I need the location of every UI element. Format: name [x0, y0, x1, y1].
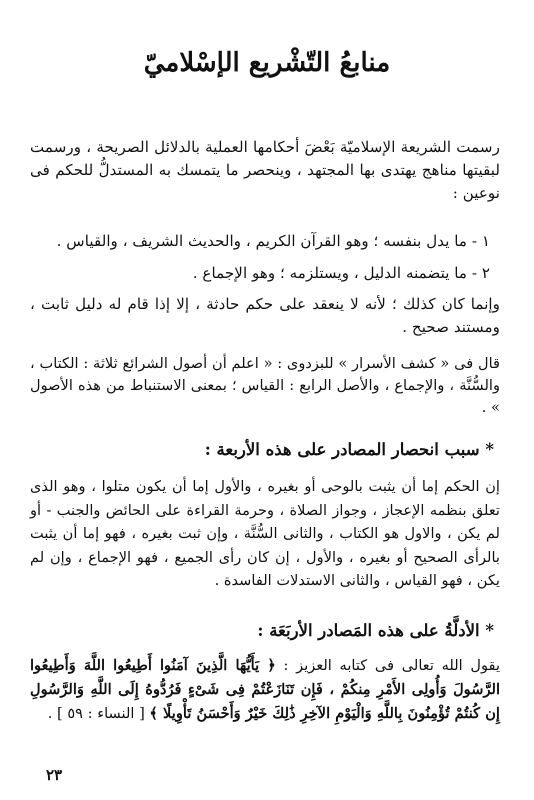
section-heading-evidence: * الأدلَّةُ على هذه المَصادر الأربَعَة : [257, 621, 494, 640]
evidence-intro: يقول الله تعالى فى كتابه العزيز : [275, 657, 501, 674]
reason-paragraph: إن الحكم إما أن يثبت بالوحى أو بغيره ، والأول إما أن يكون متلوا ، وهو الذى تعلق بنظمه الإعجاز ، وجواز الصلاة ، وحرمة القراءة على الحائض والجنب - أو لم يكن ، والاول هو الكتاب ، والثانى السُّنَّة ، وإن ثبت بغيره ، فهو إما أن يثبت بالرأى الصحيح أو بغيره ، والأول ، إن كان رأى الجميع ، فهو الإجماع ، وإن لم يكن ، فهو القياس ، والثانى الاستدلات الفاسدة . [30, 478, 500, 590]
verse-reference: [ النساء : ٥٩ ] . [47, 705, 150, 722]
explanation-paragraph: وإنما كان كذلك ؛ لأنه لا ينعقد على حكم حادثة ، إلا إذا قام له دليل ثابت ، ومستند صحيح . [30, 295, 500, 336]
evidence-paragraph [30, 654, 500, 726]
quran-verse: ﴿ يَأَيُّهَا الَّذِينَ آمَنُوا أَطِيعُوا اللَّهَ وَأَطِيعُوا الرَّسُولَ وَأُولِى الأَمْرِ مِنكُمْ ، فَإِن تَنَازَعْتُمْ فِى شَىْءٍ فَرُدُّوهُ إِلَى اللَّهِ وَالرَّسُولِ إِن كُنتُمْ تُؤْمِنُونَ بِاللَّهِ وَالْيَوْمِ الآخِرِ ذَٰلِكَ خَيْرٌ وَأَحْسَنُ تَأْوِيلًا ﴾ [30, 657, 500, 722]
quote-paragraph: قال فى « كشف الأسرار » للبزدوى : « اعلم أن أصول الشرائع ثلاثة : الكتاب ، والسُّنَّة ، والإجماع ، والأصل الرابع : القياس ؛ بمعنى الاستنباط من هذه الأصول » . [30, 355, 500, 416]
intro-paragraph: رسمت الشريعة الإسلاميّة بَعْضَ أحكامها العملية بالدلائل الصريحة ، ورسمت لبقيتها مناهج يهتدى بها المجتهد ، وينحصر ما يتمسك به المستدلُّ للحكم فى نوعين : [30, 138, 500, 202]
list-item-2: ٢ - ما يتضمنه الدليل ، ويستلزمه ؛ وهو الإجماع . [192, 264, 490, 282]
page-number: ٢٣ [46, 766, 63, 784]
list-item-1: ١ - ما يدل بنفسه ؛ وهو القرآن الكريم ، والحديث الشريف ، والقياس . [56, 232, 490, 250]
section-heading-reason: * سبب انحصار المصادر على هذه الأربعة : [204, 440, 494, 459]
page-title: منابعُ التّشْريع الإسْلاميّ [143, 48, 391, 78]
